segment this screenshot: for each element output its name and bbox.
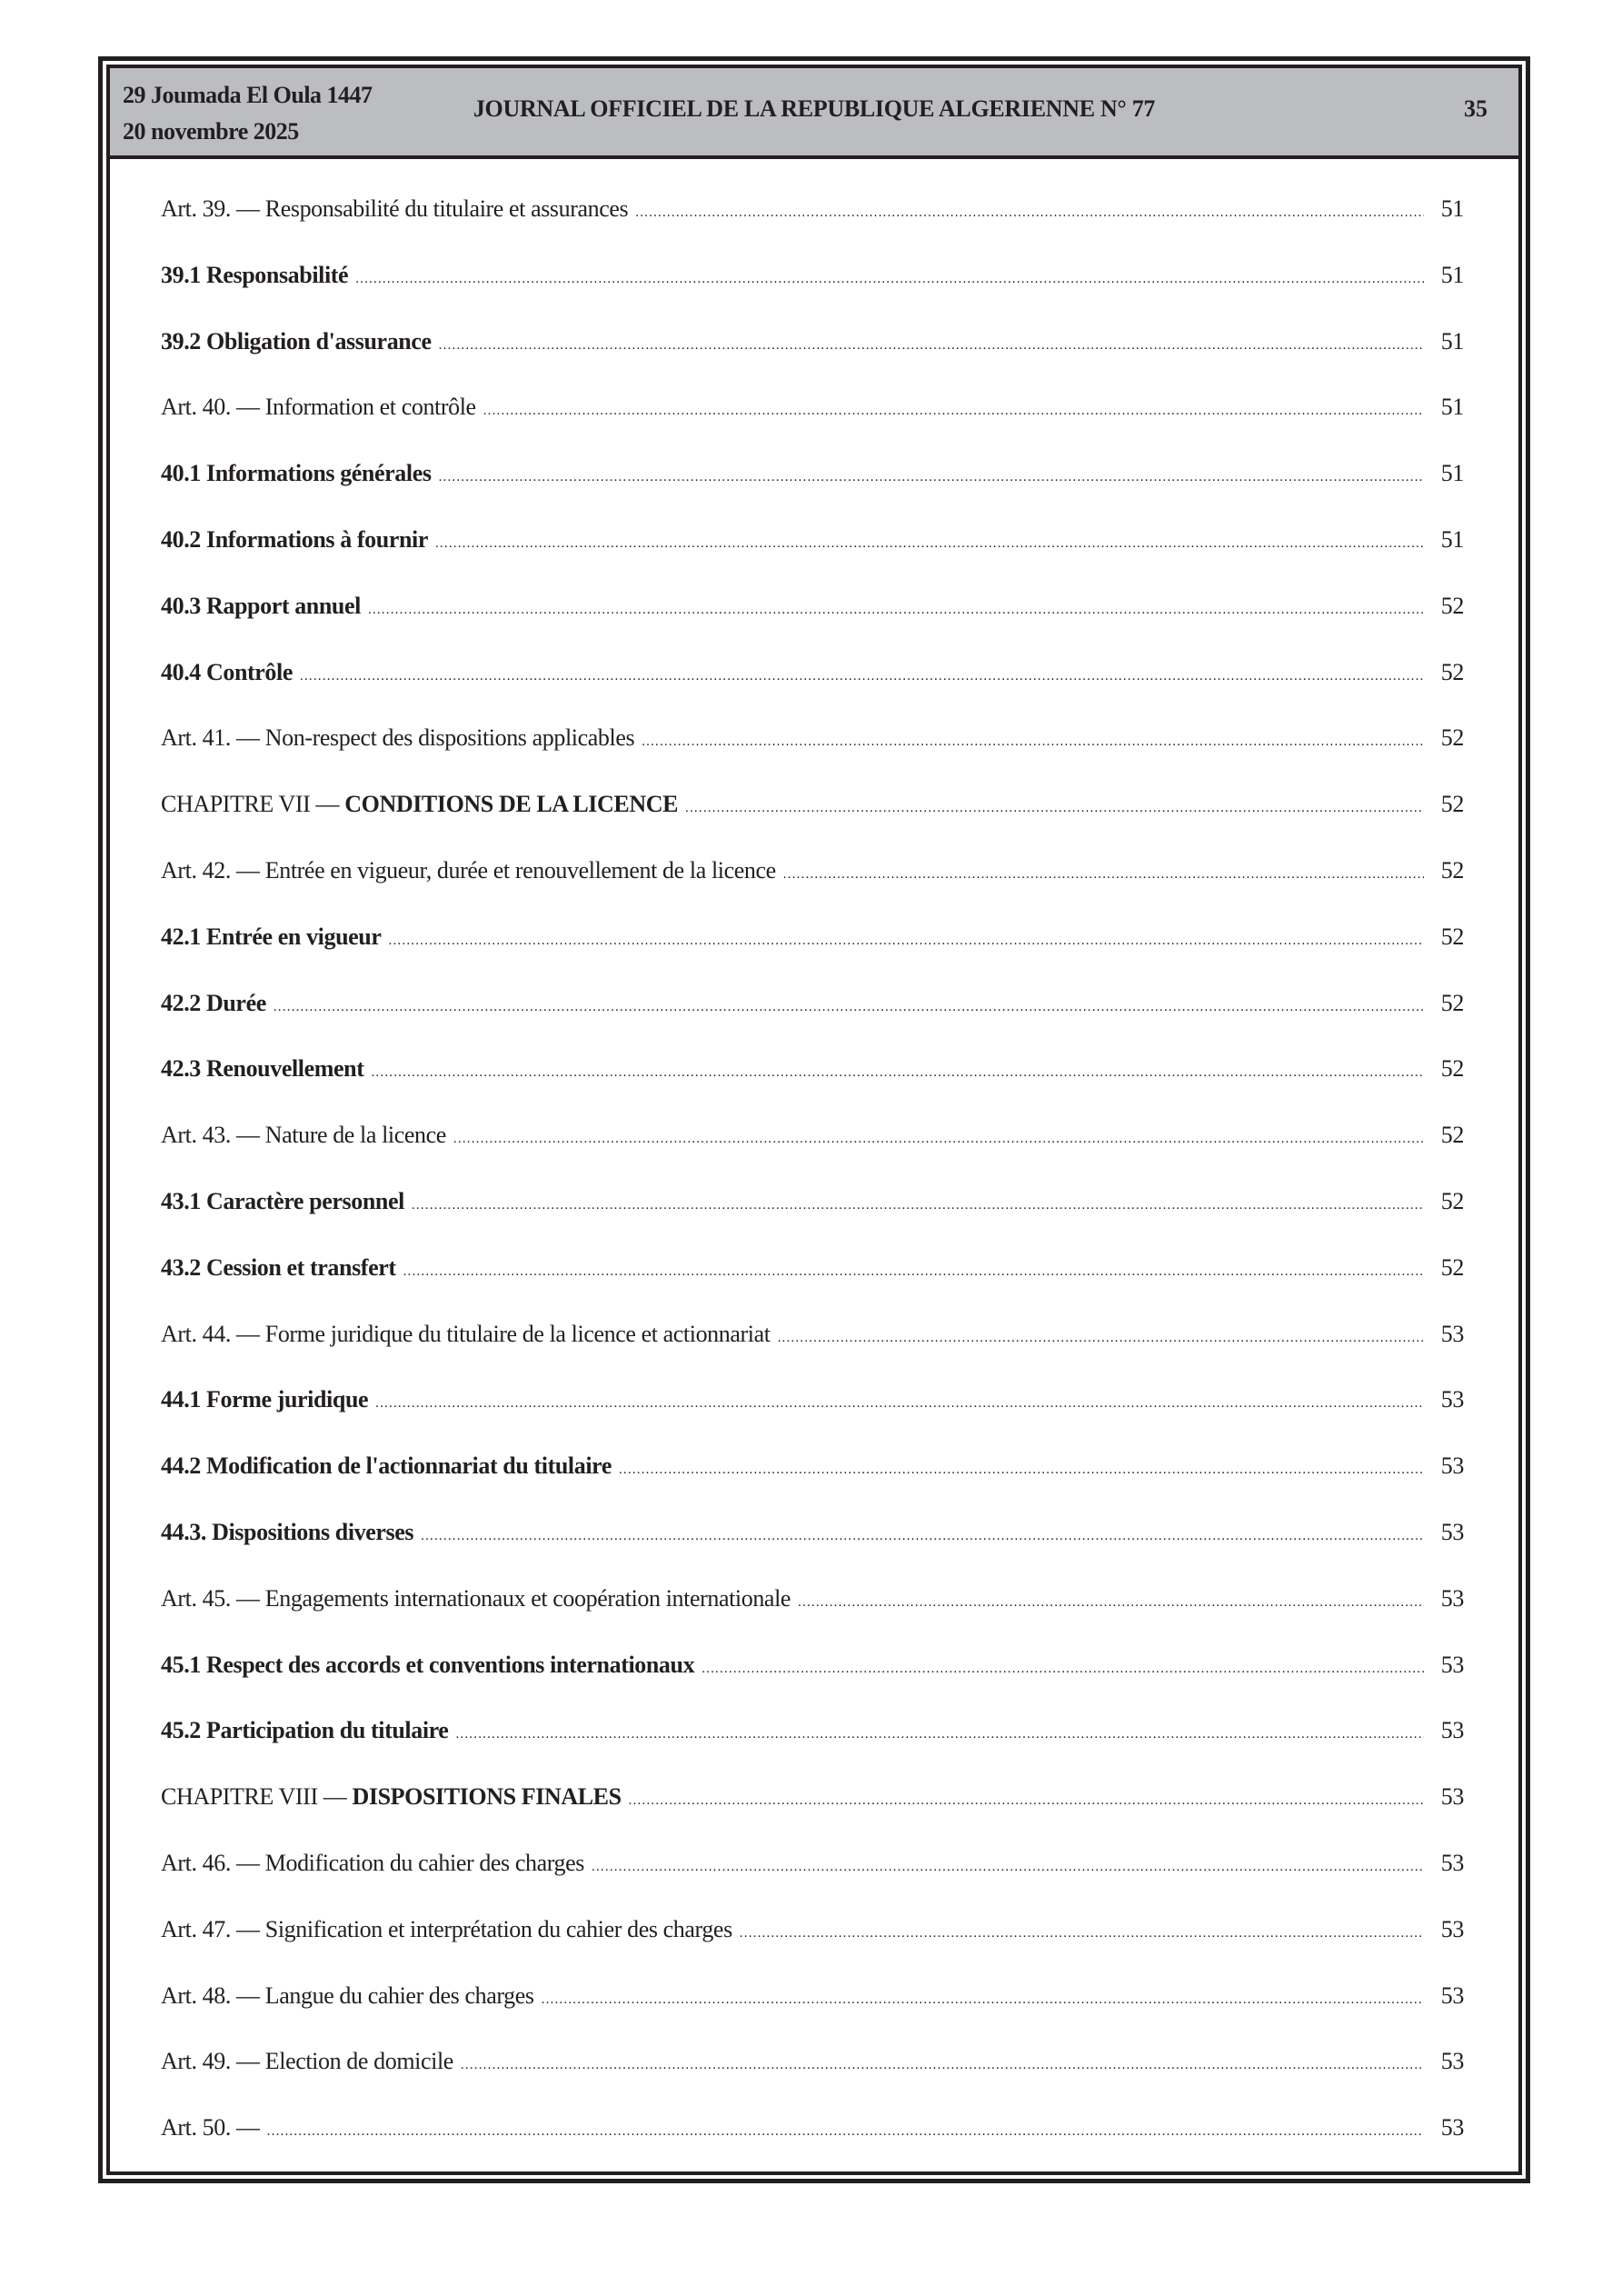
- toc-entry-page: 53: [1440, 1651, 1464, 1678]
- toc-entry-label: [161, 328, 432, 355]
- toc-entry[interactable]: [161, 1452, 1464, 1519]
- toc-entry-page: 52: [1440, 1253, 1464, 1281]
- toc-entry-label: [161, 1717, 448, 1744]
- toc-entry-page: 51: [1440, 327, 1464, 354]
- toc-entry-label: [161, 593, 361, 620]
- toc-entry-page: 52: [1440, 592, 1464, 619]
- toc-entry-title: Entrée en vigueur, durée et renouvellement de la licence: [264, 856, 776, 883]
- toc-entry-prefix: Art. 40. —: [161, 394, 265, 421]
- toc-entry-title: 42.2 Durée: [161, 989, 266, 1016]
- dot-leader: [702, 1662, 1424, 1677]
- dot-leader: [371, 1065, 1424, 1081]
- toc-entry-label: [161, 791, 678, 818]
- dot-leader: [421, 1529, 1424, 1544]
- toc-entry-page: 53: [1440, 1518, 1464, 1545]
- toc-entry-prefix: Art. 41. —: [161, 724, 265, 752]
- dot-leader: [412, 1198, 1424, 1213]
- dot-leader: [267, 2124, 1424, 2140]
- toc-entry-label: [161, 1652, 694, 1679]
- toc-entry-title: 44.1 Forme juridique: [161, 1386, 369, 1413]
- toc-entry-prefix: Art. 44. —: [161, 1320, 265, 1347]
- dot-leader: [453, 1132, 1424, 1147]
- hijri-date: 29 Joumada El Oula 1447: [123, 82, 373, 108]
- dot-leader: [461, 2058, 1424, 2073]
- toc-entry[interactable]: [161, 1982, 1464, 2049]
- toc-entry-label: [161, 857, 776, 884]
- toc-entry-label: [161, 1585, 791, 1612]
- toc-entry-page: 51: [1440, 394, 1464, 421]
- dot-leader: [642, 734, 1424, 750]
- toc-entry-label: [161, 724, 634, 752]
- gregorian-date: 20 novembre 2025: [123, 118, 299, 145]
- page-frame-outer: [98, 56, 1530, 2183]
- toc-entry-prefix: Art. 39. —: [161, 195, 265, 222]
- toc-entry-prefix: Art. 43. —: [161, 1122, 265, 1149]
- toc-entry-page: 52: [1440, 1055, 1464, 1083]
- toc-entry-prefix: CHAPITRE VIII —: [161, 1783, 353, 1811]
- toc-entry-title: Responsabilité du titulaire et assurances: [264, 195, 629, 222]
- toc-entry-page: 53: [1440, 2114, 1464, 2141]
- dot-leader: [368, 603, 1424, 618]
- dot-leader: [483, 404, 1424, 419]
- toc-entry-title: CONDITIONS DE LA LICENCE: [344, 791, 679, 818]
- toc-entry-page: 53: [1440, 1849, 1464, 1876]
- toc-entry-label: [161, 1783, 622, 1811]
- dot-leader: [619, 1462, 1424, 1478]
- toc-entry-page: 53: [1440, 1452, 1464, 1480]
- toc-entry-page: 51: [1440, 195, 1464, 222]
- dot-leader: [542, 1992, 1424, 2008]
- toc-entry-label: [161, 262, 348, 289]
- page-frame-inner: [106, 65, 1522, 2175]
- toc-entry[interactable]: [161, 1850, 1464, 1916]
- toc-entry-title: Signification et interprétation du cahier des charges: [264, 1915, 732, 1942]
- dot-leader: [274, 1000, 1424, 1015]
- dot-leader: [389, 933, 1424, 949]
- toc-entry-page: 52: [1440, 724, 1464, 752]
- toc-entry-title: 45.2 Participation du titulaire: [161, 1717, 449, 1744]
- toc-entry-label: [161, 1519, 413, 1546]
- toc-entry-prefix: Art. 45. —: [161, 1584, 265, 1612]
- toc-entry-prefix: Art. 48. —: [161, 1982, 265, 2009]
- toc-entry[interactable]: [161, 460, 1464, 526]
- toc-entry[interactable]: [161, 791, 1464, 857]
- dot-leader: [629, 1793, 1424, 1809]
- toc-entry-page: 52: [1440, 856, 1464, 883]
- toc-entry-label: [161, 2114, 260, 2141]
- toc-entry-prefix: Art. 47. —: [161, 1915, 265, 1942]
- toc-entry[interactable]: [161, 857, 1464, 923]
- toc-entry-title: 44.3. Dispositions diverses: [161, 1518, 414, 1545]
- toc-entry-title: 42.3 Renouvellement: [161, 1055, 364, 1083]
- toc-entry-title: Engagements internationaux et coopération internationale: [264, 1584, 791, 1612]
- toc-entry[interactable]: [161, 328, 1464, 394]
- toc-entry[interactable]: [161, 1254, 1464, 1321]
- toc-entry-label: [161, 195, 628, 223]
- toc-entry-title: 40.2 Informations à fournir: [161, 525, 428, 553]
- toc-entry-title: 45.1 Respect des accords et conventions internationaux: [161, 1651, 695, 1678]
- toc-entry[interactable]: [161, 923, 1464, 990]
- toc-entry-title: Information et contrôle: [264, 394, 476, 421]
- dot-leader: [798, 1595, 1424, 1611]
- toc-entry-prefix: CHAPITRE VII —: [161, 791, 345, 818]
- toc-entry-title: 40.1 Informations générales: [161, 460, 432, 487]
- toc-entry-label: [161, 1055, 363, 1083]
- dot-leader: [435, 536, 1424, 552]
- toc-entry-label: [161, 1254, 396, 1282]
- toc-entry[interactable]: [161, 2114, 1464, 2181]
- toc-entry-title: Forme juridique du titulaire de la licence et actionnariat: [264, 1320, 771, 1347]
- toc-entry-label: [161, 923, 382, 951]
- toc-entry-title: 43.2 Cession et transfert: [161, 1253, 396, 1281]
- toc-entry-title: Non-respect des dispositions applicables: [264, 724, 635, 752]
- dot-leader: [300, 669, 1424, 684]
- toc-entry[interactable]: [161, 1783, 1464, 1850]
- toc-entry-label: [161, 460, 432, 487]
- page-header: [110, 68, 1518, 159]
- toc-entry-label: [161, 1982, 534, 2010]
- toc-entry[interactable]: [161, 195, 1464, 262]
- dot-leader: [635, 205, 1424, 221]
- toc-entry-label: [161, 1188, 404, 1215]
- toc-entry-page: 53: [1440, 1717, 1464, 1744]
- toc-entry[interactable]: [161, 1386, 1464, 1452]
- toc-entry-prefix: Art. 50. —: [161, 2114, 260, 2141]
- dot-leader: [778, 1331, 1424, 1346]
- dot-leader: [355, 272, 1424, 287]
- dot-leader: [455, 1727, 1424, 1742]
- toc-entry-label: [161, 1122, 446, 1149]
- toc-entry-page: 51: [1440, 261, 1464, 288]
- toc-entry[interactable]: [161, 1055, 1464, 1122]
- toc-entry[interactable]: [161, 659, 1464, 725]
- toc-entry-label: [161, 2048, 453, 2075]
- dot-leader: [439, 338, 1424, 354]
- toc-entry[interactable]: [161, 724, 1464, 791]
- toc-entry-title: 43.1 Caractère personnel: [161, 1187, 404, 1214]
- toc-entry[interactable]: [161, 1585, 1464, 1652]
- toc-entry-title: Nature de la licence: [264, 1122, 446, 1149]
- toc-entry-page: 52: [1440, 1122, 1464, 1149]
- toc-entry-title: Modification du cahier des charges: [264, 1849, 585, 1876]
- toc-entry-page: 52: [1440, 923, 1464, 950]
- dot-leader: [783, 867, 1424, 883]
- toc-entry-label: [161, 526, 428, 554]
- dot-leader: [740, 1926, 1424, 1942]
- toc-entry-label: [161, 1850, 584, 1877]
- toc-entry-page: 53: [1440, 1386, 1464, 1413]
- toc-entry-title: 40.3 Rapport annuel: [161, 592, 361, 619]
- toc-entry[interactable]: [161, 1717, 1464, 1783]
- toc-entry-label: [161, 1916, 732, 1943]
- toc-entry[interactable]: [161, 2048, 1464, 2114]
- toc-entry[interactable]: [161, 394, 1464, 460]
- page-number: 35: [1464, 95, 1488, 122]
- dot-leader: [592, 1860, 1424, 1875]
- toc-entry-page: 51: [1440, 460, 1464, 487]
- toc-entry-page: 53: [1440, 1320, 1464, 1347]
- toc-entry-label: [161, 1321, 771, 1348]
- toc-entry-page: 52: [1440, 791, 1464, 818]
- toc-entry[interactable]: [161, 1188, 1464, 1254]
- toc-entry-prefix: Art. 49. —: [161, 2048, 265, 2075]
- toc-entry-title: 39.2 Obligation d'assurance: [161, 327, 432, 354]
- toc-entry-title: Election de domicile: [264, 2048, 453, 2075]
- dot-leader: [685, 801, 1424, 816]
- dot-leader: [439, 470, 1424, 485]
- dot-leader: [375, 1396, 1424, 1412]
- toc-entry-label: [161, 659, 293, 686]
- toc-entry-label: [161, 990, 266, 1017]
- toc-entry-page: 53: [1440, 2048, 1464, 2075]
- toc-entry-page: 53: [1440, 1982, 1464, 2009]
- toc-entry[interactable]: [161, 526, 1464, 593]
- toc-entry[interactable]: [161, 1321, 1464, 1387]
- toc-entry-title: Langue du cahier des charges: [264, 1982, 534, 2009]
- journal-title: JOURNAL OFFICIEL DE LA REPUBLIQUE ALGERIENNE N° 77: [473, 95, 1156, 122]
- toc-entry-page: 53: [1440, 1783, 1464, 1811]
- toc-entry-label: [161, 1452, 612, 1480]
- toc-entry-title: 39.1 Responsabilité: [161, 261, 349, 288]
- toc-entry-prefix: Art. 46. —: [161, 1849, 265, 1876]
- toc-entry-title: DISPOSITIONS FINALES: [352, 1783, 622, 1811]
- toc-entry[interactable]: [161, 593, 1464, 659]
- toc-entry-title: 44.2 Modification de l'actionnariat du titulaire: [161, 1452, 612, 1480]
- toc-entry-prefix: Art. 42. —: [161, 856, 265, 883]
- toc-entry[interactable]: [161, 1122, 1464, 1188]
- toc-entry-page: 51: [1440, 525, 1464, 553]
- toc-entry-title: 42.1 Entrée en vigueur: [161, 923, 382, 950]
- toc-entry[interactable]: [161, 1916, 1464, 1982]
- toc-entry-page: 53: [1440, 1584, 1464, 1612]
- toc-entry[interactable]: [161, 262, 1464, 328]
- toc-entry-page: 52: [1440, 1187, 1464, 1214]
- toc-entry-page: 52: [1440, 989, 1464, 1016]
- dot-leader: [403, 1264, 1424, 1280]
- toc-entry[interactable]: [161, 990, 1464, 1056]
- table-of-contents: [161, 195, 1464, 2181]
- toc-entry[interactable]: [161, 1519, 1464, 1585]
- toc-entry-label: [161, 394, 476, 421]
- toc-entry-page: 52: [1440, 658, 1464, 685]
- toc-entry-title: 40.4 Contrôle: [161, 658, 293, 685]
- toc-entry-page: 53: [1440, 1915, 1464, 1942]
- toc-entry[interactable]: [161, 1652, 1464, 1718]
- toc-entry-label: [161, 1386, 368, 1413]
